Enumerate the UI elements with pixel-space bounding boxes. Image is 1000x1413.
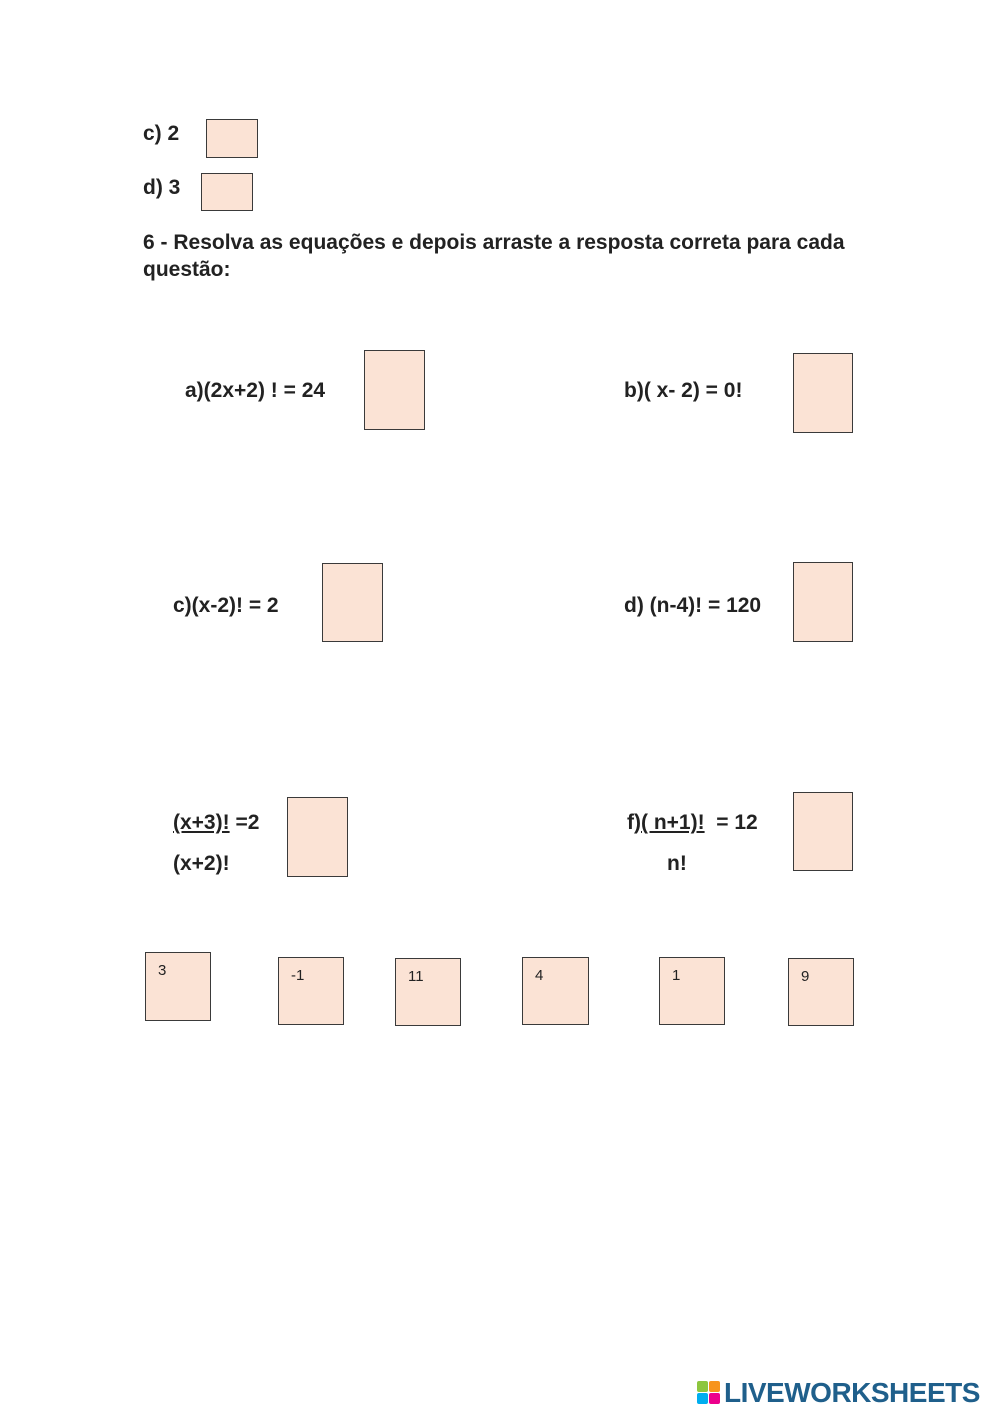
- drop-zone-b[interactable]: [793, 353, 853, 433]
- answer-tile[interactable]: [145, 952, 211, 1021]
- equation-a: a)(2x+2) ! = 24: [185, 379, 326, 402]
- equation-c: c)(x-2)! = 2: [173, 594, 279, 617]
- equation-f-prefix: f): [627, 811, 641, 834]
- equation-f-numerator: ( n+1)!: [641, 811, 705, 834]
- question-number: 6 -: [143, 231, 168, 254]
- liveworksheets-logo-text: LIVEWORKSHEETS: [724, 1377, 980, 1408]
- answer-tile[interactable]: [522, 957, 589, 1025]
- equation-e-numerator: (x+3)!: [173, 811, 230, 834]
- answer-tile-value: 4: [535, 967, 544, 984]
- answer-tile-value: 9: [801, 968, 810, 985]
- option-c-checkbox[interactable]: [206, 119, 258, 158]
- equation-e-denominator: (x+2)!: [173, 852, 230, 875]
- drop-zone-a[interactable]: [364, 350, 425, 430]
- drop-zone-c[interactable]: [322, 563, 383, 642]
- answer-tile[interactable]: [395, 958, 461, 1026]
- equation-f-numerator-line: [627, 812, 758, 833]
- answer-tile-value: -1: [291, 967, 305, 984]
- equation-e-rhs: =2: [229, 811, 260, 834]
- equation-e-numerator-line: [173, 812, 259, 833]
- answer-tile-value: 3: [158, 962, 167, 979]
- question-6-prompt: [143, 229, 883, 283]
- equation-d: d) (n-4)! = 120: [624, 594, 762, 617]
- drop-zone-f[interactable]: [793, 792, 853, 871]
- answer-tile-value: 11: [408, 968, 424, 985]
- equation-f-denominator: n!: [667, 852, 687, 875]
- answer-tile[interactable]: [788, 958, 854, 1026]
- liveworksheets-logo: [697, 1378, 980, 1408]
- answer-tile-value: 1: [672, 967, 681, 984]
- answer-tile[interactable]: [659, 957, 725, 1025]
- equation-b: b)( x- 2) = 0!: [624, 379, 743, 402]
- option-d-label: d) 3: [143, 176, 181, 199]
- equation-f-rhs: = 12: [704, 811, 758, 834]
- drop-zone-d[interactable]: [793, 562, 853, 642]
- drop-zone-e[interactable]: [287, 797, 348, 877]
- option-c-label: c) 2: [143, 122, 180, 145]
- question-text: Resolva as equações e depois arraste a resposta correta para cada questão:: [143, 231, 845, 281]
- liveworksheets-logo-icon: [697, 1381, 721, 1405]
- answer-tile[interactable]: [278, 957, 344, 1025]
- option-d-checkbox[interactable]: [201, 173, 253, 211]
